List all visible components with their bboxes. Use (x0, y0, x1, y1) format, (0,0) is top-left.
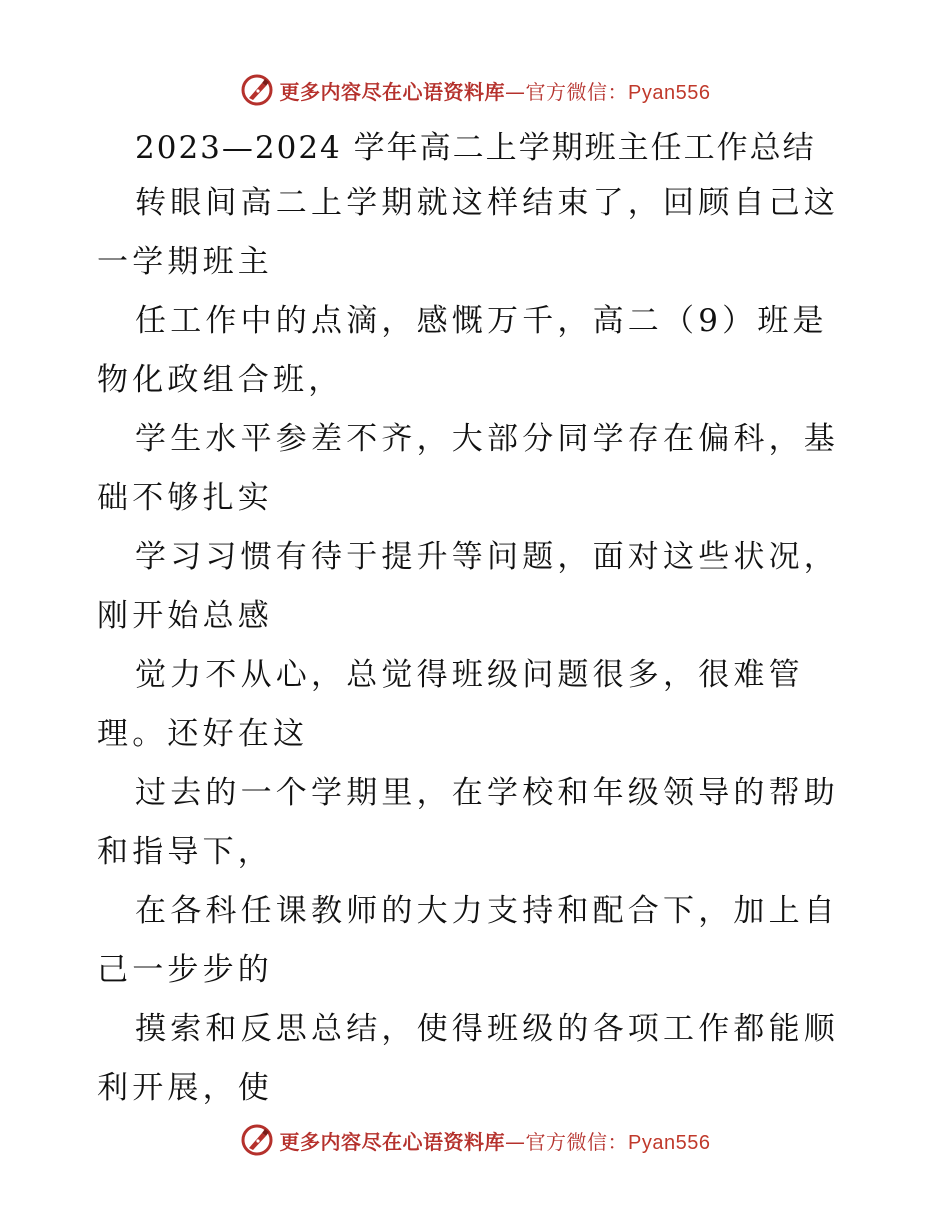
watermark-text: 更多内容尽在心语资料库—官方微信：Pyan556 (279, 1129, 711, 1154)
document-body (97, 122, 857, 1118)
watermark-text: 更多内容尽在心语资料库—官方微信：Pyan556 (279, 79, 711, 104)
paragraph-7: 在各科任课教师的大力支持和配合下，加上自己一步步的 (97, 893, 839, 988)
paragraph-4: 学习习惯有待于提升等问题，面对这些状况，刚开始总感 (97, 539, 839, 634)
pen-nib-logo-icon (240, 73, 274, 107)
paragraph-1: 转眼间高二上学期就这样结束了，回顾自己这一学期班主 (97, 185, 839, 280)
pen-nib-logo-icon (240, 1123, 274, 1157)
footer-watermark (0, 1120, 950, 1160)
header-watermark (0, 70, 950, 110)
paragraph-3: 学生水平参差不齐，大部分同学存在偏科，基础不够扎实 (97, 421, 839, 516)
paragraph-2: 任工作中的点滴，感慨万千，高二（9）班是物化政组合班， (97, 303, 828, 398)
document-title: 2023—2024 学年高二上学期班主任工作总结 (135, 130, 816, 166)
paragraph-5: 觉力不从心，总觉得班级问题很多，很难管理。还好在这 (97, 657, 804, 752)
paragraph-8: 摸索和反思总结，使得班级的各项工作都能顺利开展，使 (97, 1011, 839, 1106)
paragraph-6: 过去的一个学期里，在学校和年级领导的帮助和指导下， (97, 775, 839, 870)
